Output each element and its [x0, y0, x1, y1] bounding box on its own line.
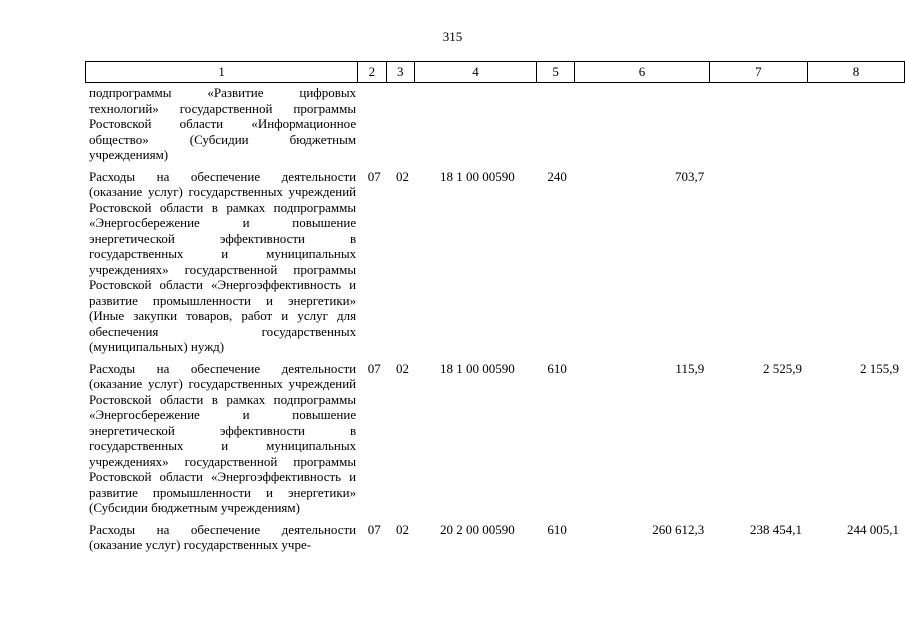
row-amount-7: 238 454,1: [750, 521, 803, 537]
row-amount-7: [710, 83, 808, 163]
header-cell-5: 5: [537, 62, 575, 83]
row-amount-8: 244 005,1: [847, 521, 899, 537]
row-description: Расходы на обеспечение деятельности (оказание услуг) государственных учре-: [89, 521, 357, 552]
header-cell-7: 7: [709, 62, 807, 83]
header-cell-2: 2: [358, 62, 386, 83]
table-row: [85, 516, 905, 553]
row-target-code: [417, 83, 539, 163]
row-amount-7: [710, 163, 808, 355]
row-section: 07: [367, 521, 381, 537]
row-expense-type: 240: [547, 168, 567, 184]
header-cell-1: 1: [86, 62, 358, 83]
table-row: [85, 355, 905, 516]
header-cell-4: 4: [414, 62, 536, 83]
row-target-code: 18 1 00 00590: [439, 360, 515, 376]
row-subsection: 02: [395, 168, 409, 184]
row-expense-type: [538, 83, 576, 163]
row-target-code: 18 1 00 00590: [439, 168, 515, 184]
row-description: Расходы на обеспечение деятельности (оказание услуг) государственных учреждений Ростовской области в рамках подпрограммы «Энергосбережение и повышение энергетической эффективности в государственных и муниципальных учреждениях» государственной программы Ростовской области «Энергоэффективность и развитие промышленности и энергетики» (Иные закупки товаров, работ и услуг для обеспечения государственных (муниципальных) нужд): [89, 168, 357, 354]
table-row: [85, 163, 905, 355]
table-header: [85, 61, 905, 83]
row-amount-6: 115,9: [675, 360, 705, 376]
row-expense-type: 610: [547, 521, 567, 537]
row-subsection: [388, 83, 416, 163]
table-body: [85, 83, 905, 553]
row-description: Расходы на обеспечение деятельности (оказание услуг) государственных учреждений Ростовской области в рамках подпрограммы «Энергосбережение и повышение энергетической эффективности в государственных и муниципальных учреждениях» государственной программы Ростовской области «Энергоэффективность и развитие промышленности и энергетики» (Субсидии бюджетным учреждениям): [89, 360, 357, 515]
row-subsection: 02: [395, 360, 409, 376]
row-amount-8: [808, 163, 905, 355]
header-cell-3: 3: [386, 62, 414, 83]
row-target-code: 20 2 00 00590: [439, 521, 515, 537]
row-amount-7: 2 525,9: [763, 360, 803, 376]
row-amount-8: [808, 83, 905, 163]
row-amount-6: 260 612,3: [652, 521, 705, 537]
row-section: [360, 83, 388, 163]
row-subsection: 02: [395, 521, 409, 537]
page-number: 315: [442, 29, 463, 44]
header-row: [86, 62, 905, 83]
header-cell-8: 8: [807, 62, 904, 83]
row-expense-type: 610: [547, 360, 567, 376]
row-amount-6: 703,7: [674, 168, 705, 184]
row-section: 07: [367, 360, 381, 376]
row-amount-6: [576, 83, 710, 163]
table-row: [85, 83, 905, 163]
row-description: подпрограммы «Развитие цифровых технологий» государственной программы Ростовской области «Информационное общество» (Субсидии бюджетным учреждениям): [89, 85, 357, 162]
row-section: 07: [367, 168, 381, 184]
row-amount-8: 2 155,9: [860, 360, 899, 376]
header-cell-6: 6: [575, 62, 710, 83]
